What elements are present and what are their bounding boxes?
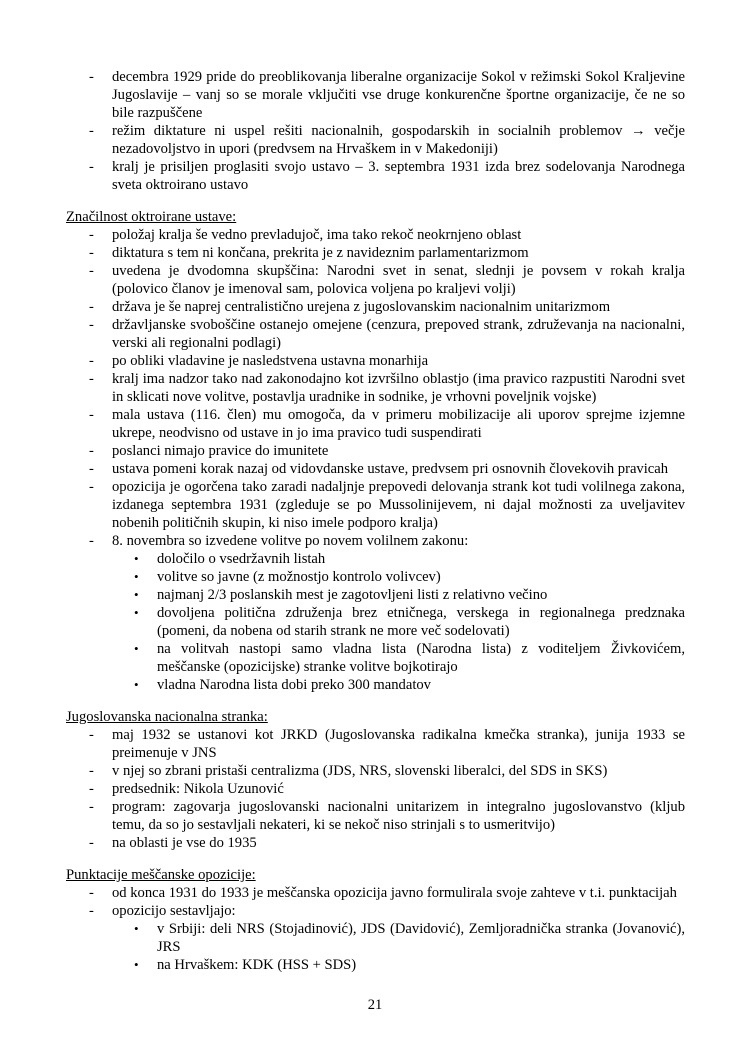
list-item xyxy=(66,122,685,158)
list-item xyxy=(66,298,685,316)
list-item xyxy=(66,604,685,640)
dot-bullet-icon: • xyxy=(134,957,139,972)
dash-bullet-icon: - xyxy=(89,461,94,477)
dash-bullet-icon: - xyxy=(89,299,94,315)
list-item-text: po obliki vladavine je nasledstvena ustavna monarhija xyxy=(112,353,429,369)
dot-bullet-icon: • xyxy=(134,677,139,692)
list-item xyxy=(66,780,685,798)
list-item xyxy=(66,478,685,532)
list-item xyxy=(66,568,685,586)
dash-bullet-icon: - xyxy=(89,123,94,139)
list-item-text: režim diktature ni uspel rešiti nacionalnih, gospodarskih in socialnih problemov → večje nezadovoljstvo in upori (predvsem na Hrvaškem in v Makedoniji) xyxy=(112,123,685,157)
dash-bullet-icon: - xyxy=(89,159,94,175)
dot-bullet-icon: • xyxy=(134,587,139,602)
list-item-text: v Srbiji: deli NRS (Stojadinović), JDS (Davidović), Zemljoradnička stranka (Jovanović), JRS xyxy=(157,921,685,955)
list-item xyxy=(66,762,685,780)
section xyxy=(66,208,685,694)
dot-bullet-icon: • xyxy=(134,641,139,656)
list-item-text: maj 1932 se ustanovi kot JRKD (Jugoslovanska radikalna kmečka stranka), junija 1933 se preimenuje v JNS xyxy=(112,727,685,761)
dot-bullet-icon: • xyxy=(134,921,139,936)
dash-bullet-icon: - xyxy=(89,263,94,279)
list-item-text: predsednik: Nikola Uzunović xyxy=(112,781,284,797)
list-item-text: program: zagovarja jugoslovanski nacionalni unitarizem in integralno jugoslovanstvo (kljub temu, da so jo sestavljali nekateri, ki se nekoč niso strinjali s to usmeritvijo) xyxy=(112,799,685,833)
list-item-text: državljanske svoboščine ostanejo omejene (cenzura, prepoved strank, združevanja na nacionalni, verski ali regionalni podlagi) xyxy=(112,317,685,351)
list-item-text: država je še naprej centralistično urejena z jugoslovanskim nacionalnim unitarizmom xyxy=(112,299,611,315)
list-item-text: najmanj 2/3 poslanskih mest je zagotovljeni listi z relativno večino xyxy=(157,587,548,603)
list-item xyxy=(66,532,685,550)
list-item-text: položaj kralja še vedno prevladujoč, ima tako rekoč neokrnjeno oblast xyxy=(112,227,522,243)
dash-bullet-icon: - xyxy=(89,903,94,919)
dash-bullet-icon: - xyxy=(89,443,94,459)
dash-bullet-icon: - xyxy=(89,479,94,495)
list-item-text: poslanci nimajo pravice do imunitete xyxy=(112,443,329,459)
list-item-text: opozicijo sestavljajo: xyxy=(112,903,236,919)
section-heading: Punktacije meščanske opozicije: xyxy=(66,867,256,883)
list-item xyxy=(66,586,685,604)
list-item xyxy=(66,370,685,406)
list-item xyxy=(66,550,685,568)
dash-bullet-icon: - xyxy=(89,763,94,779)
dash-bullet-icon: - xyxy=(89,835,94,851)
list-item-text: določilo o vsedržavnih listah xyxy=(157,551,326,567)
list-item xyxy=(66,158,685,194)
section-heading: Značilnost oktroirane ustave: xyxy=(66,209,237,225)
list-item-text: dovoljena politična združenja brez etničnega, verskega in regionalnega predznaka (pomeni, da nobena od starih strank ne more več sodelovati) xyxy=(157,605,685,639)
list-item-text: od konca 1931 do 1933 je meščanska opozicija javno formulirala svoje zahteve v t.i. punktacijah xyxy=(112,885,677,901)
page-number: 21 xyxy=(367,997,383,1013)
document-content xyxy=(66,68,685,974)
list-item-text: na Hrvaškem: KDK (HSS + SDS) xyxy=(157,957,357,973)
list-item-text: na volitvah nastopi samo vladna lista (Narodna lista) z voditeljem Živkovićem, meščanske (opozicijske) stranke volitve bojkotirajo xyxy=(157,641,685,675)
dash-bullet-icon: - xyxy=(89,533,94,549)
dash-bullet-icon: - xyxy=(89,245,94,261)
section xyxy=(66,68,685,194)
dot-bullet-icon: • xyxy=(134,605,139,620)
list-item xyxy=(66,262,685,298)
list-item xyxy=(66,956,685,974)
list-item-text: kralj ima nadzor tako nad zakonodajno kot izvršilno oblastjo (ima pravico razpustiti Narodni svet in sklicati nove volitve, postavlja uradnike in sodnike, je vrhovni poveljnik vojske) xyxy=(112,371,685,405)
list-item xyxy=(66,226,685,244)
dash-bullet-icon: - xyxy=(89,353,94,369)
list-item xyxy=(66,676,685,694)
list-item-text: diktatura s tem ni končana, prekrita je z navideznim parlamentarizmom xyxy=(112,245,529,261)
list-item xyxy=(66,68,685,122)
list-item xyxy=(66,726,685,762)
list-item-text: opozicija je ogorčena tako zaradi nadaljnje prepovedi delovanja strank kot tudi volilnega zakona, izdanega septembra 1931 (zgleduje se po Mussolinijevem, ni dajal možnosti za uveljavitev nobenih političnih skupin, ki niso imele podporo kralja) xyxy=(112,479,685,531)
list-item-text: ustava pomeni korak nazaj od vidovdanske ustave, predvsem pri osnovnih človekovih pravicah xyxy=(112,461,669,477)
list-item xyxy=(66,798,685,834)
list-item-text: decembra 1929 pride do preoblikovanja liberalne organizacije Sokol v režimski Sokol Kraljevine Jugoslavije – vanj so se morale vključiti vse druge konkurenčne športne organizacije, če ne so bile razpuščene xyxy=(112,69,685,121)
dash-bullet-icon: - xyxy=(89,727,94,743)
list-item xyxy=(66,442,685,460)
list-item xyxy=(66,406,685,442)
list-item xyxy=(66,834,685,852)
dash-bullet-icon: - xyxy=(89,69,94,85)
section-heading: Jugoslovanska nacionalna stranka: xyxy=(66,709,268,725)
dash-bullet-icon: - xyxy=(89,317,94,333)
list-item-text: kralj je prisiljen proglasiti svojo ustavo – 3. septembra 1931 izda brez sodelovanja Narodnega sveta oktroirano ustavo xyxy=(112,159,685,193)
dot-bullet-icon: • xyxy=(134,569,139,584)
dash-bullet-icon: - xyxy=(89,227,94,243)
section xyxy=(66,708,685,852)
dot-bullet-icon: • xyxy=(134,551,139,566)
list-item-text: 8. novembra so izvedene volitve po novem volilnem zakonu: xyxy=(112,533,469,549)
dash-bullet-icon: - xyxy=(89,407,94,423)
list-item xyxy=(66,244,685,262)
list-item xyxy=(66,920,685,956)
list-item xyxy=(66,460,685,478)
list-item-text: na oblasti je vse do 1935 xyxy=(112,835,257,851)
section xyxy=(66,866,685,974)
list-item-text: volitve so javne (z možnostjo kontrolo volivcev) xyxy=(157,569,441,585)
list-item xyxy=(66,316,685,352)
list-item xyxy=(66,640,685,676)
list-item xyxy=(66,352,685,370)
list-item-text: vladna Narodna lista dobi preko 300 mandatov xyxy=(157,677,431,693)
dash-bullet-icon: - xyxy=(89,885,94,901)
list-item-text: v njej so zbrani pristaši centralizma (JDS, NRS, slovenski liberalci, del SDS in SKS) xyxy=(112,763,608,779)
dash-bullet-icon: - xyxy=(89,781,94,797)
dash-bullet-icon: - xyxy=(89,799,94,815)
dash-bullet-icon: - xyxy=(89,371,94,387)
list-item-text: mala ustava (116. člen) mu omogoča, da v primeru mobilizacije ali uporov sprejme izjemne ukrepe, neodvisno od ustave in jo ima pravico tudi suspendirati xyxy=(112,407,685,441)
list-item xyxy=(66,884,685,902)
list-item xyxy=(66,902,685,920)
list-item-text: uvedena je dvodomna skupščina: Narodni svet in senat, slednji je povsem v rokah kralja (polovico članov je imenoval sam, polovica voljena po kraljevi volji) xyxy=(112,263,685,297)
